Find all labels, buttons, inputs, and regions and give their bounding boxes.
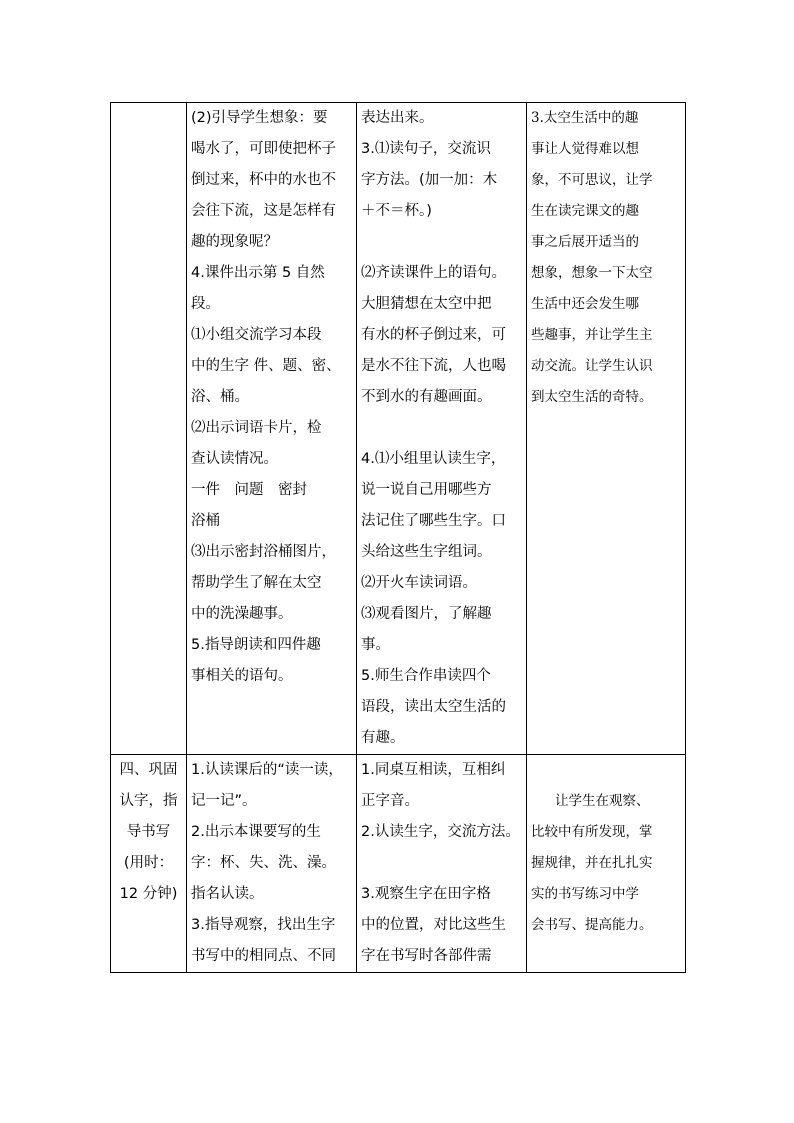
cell-text-line: 会书写、提高能力。 (531, 917, 653, 933)
cell-text-line: 事让人觉得难以想 (531, 141, 639, 157)
stage-cell (111, 103, 187, 755)
cell-text-line: 象，不可思议，让学 (531, 172, 653, 188)
cell-text-line: ⑵齐读课件上的语句。 (361, 265, 506, 281)
cell-text-line: 查认读情况。 (191, 451, 278, 467)
cell-text-line: 正字音。 (361, 793, 419, 809)
cell-text-line: ⑴小组交流学习本段 (191, 327, 322, 343)
cell-text-line: ⑵开火车读词语。 (361, 575, 477, 591)
cell-text-line: 1.认读课后的“读一读， (191, 762, 343, 778)
cell-text-line: 些趣事，并让学生主 (531, 327, 653, 343)
cell-text-line: 4.课件出示第 5 自然 (191, 265, 325, 281)
design-intent-cell (527, 755, 686, 973)
cell-text-line: 事。 (361, 637, 390, 653)
table-row (111, 103, 686, 755)
cell-text-line: ⑵出示词语卡片，检 (191, 420, 322, 436)
cell-text-line: 一件 问题 密封 (191, 482, 307, 498)
cell-text-line: 4.⑴小组里认读生字， (361, 451, 506, 467)
cell-text-line: 12 分钟) (119, 886, 178, 902)
cell-text-line: 3.⑴读句子，交流识 (361, 141, 491, 157)
cell-text-line: 四、巩固 (119, 762, 178, 778)
cell-text-line: 3.指导观察，找出生字 (191, 917, 336, 933)
cell-text-line: 想象，想象一下太空 (531, 265, 653, 281)
cell-text-line: 趣的现象呢？ (191, 234, 278, 250)
cell-text-line: 中的洗澡趣事。 (191, 606, 293, 622)
cell-text-line: (2)引导学生想象：要 (191, 110, 328, 126)
cell-text-line: 字方法。(加一加：木 (361, 172, 498, 188)
stage-cell (111, 755, 187, 973)
cell-text-line: 有水的杯子倒过来，可 (361, 327, 506, 343)
cell-text-line: ⑶观看图片，了解趣 (361, 606, 492, 622)
teacher-activity-cell (187, 755, 357, 973)
cell-text-line: 不到水的有趣画面。 (361, 389, 492, 405)
cell-text-line: 语段，读出太空生活的 (361, 699, 506, 715)
cell-text-line: 到太空生活的奇特。 (531, 389, 653, 405)
blank-line (361, 227, 522, 258)
cell-text-line: 让学生在观察、 (555, 793, 650, 809)
cell-text-line: 是水不往下流，人也喝 (361, 358, 506, 374)
cell-text-line: 比较中有所发现，掌 (531, 824, 653, 840)
lesson-plan-table (110, 102, 686, 973)
cell-text-line: 中的生字 件、题、密、 (191, 358, 341, 374)
cell-text-line: 2.认读生字，交流方法。 (361, 824, 520, 840)
cell-text-line: 说一说自己用哪些方 (361, 482, 492, 498)
cell-text-line: 3.太空生活中的趣 (531, 110, 639, 126)
cell-text-line: ＋不＝杯。) (361, 203, 432, 219)
cell-text-line: 会往下流，这是怎样有 (191, 203, 336, 219)
cell-text-line: 3.观察生字在田字格 (361, 886, 491, 902)
cell-text-line: 帮助学生了解在太空 (191, 575, 322, 591)
teacher-activity-cell (187, 103, 357, 755)
cell-text-line: 有趣。 (361, 730, 405, 746)
cell-text-line: 2.出示本课要写的生 (191, 824, 321, 840)
cell-text-line: 表达出来。 (361, 110, 434, 126)
cell-text-line: 浴桶 (191, 513, 220, 529)
cell-text-line: ⑶出示密封浴桶图片， (191, 544, 336, 560)
cell-text-line: 握规律，并在扎扎实 (531, 855, 653, 871)
cell-text-line: 字：杯、失、洗、澡。 (191, 855, 336, 871)
cell-text-line: 指名认读。 (191, 886, 264, 902)
cell-text-line: (用时： (123, 855, 174, 871)
cell-text-line: 法记住了哪些生字。口 (361, 513, 506, 529)
blank-line (361, 413, 522, 444)
cell-text-line: 5.师生合作串读四个 (361, 668, 491, 684)
cell-text-line: 中的位置，对比这些生 (361, 917, 506, 933)
cell-text-line: 字在书写时各部件需 (361, 948, 492, 964)
design-intent-cell (527, 103, 686, 755)
cell-text-line: 记一记”。 (191, 793, 257, 809)
cell-text-line: 书写中的相同点、不同 (191, 948, 336, 964)
cell-text-line: 认字，指 (119, 793, 178, 809)
cell-text-line: 导书写 (126, 824, 171, 840)
cell-text-line: 浴、桶。 (191, 389, 249, 405)
cell-text-line: 大胆猜想在太空中把 (361, 296, 492, 312)
table-row (111, 755, 686, 973)
cell-text-line: 段。 (191, 296, 220, 312)
cell-text-line: 喝水了，可即使把杯子 (191, 141, 336, 157)
cell-text-line: 事相关的语句。 (191, 668, 293, 684)
student-activity-cell (357, 755, 527, 973)
blank-line (361, 848, 522, 879)
cell-text-line: 生活中还会发生哪 (531, 296, 639, 312)
cell-text-line: 生在读完课文的趣 (531, 203, 639, 219)
student-activity-cell (357, 103, 527, 755)
cell-text-line: 实的书写练习中学 (531, 886, 639, 902)
cell-text-line: 1.同桌互相读，互相纠 (361, 762, 506, 778)
cell-text-line: 倒过来，杯中的水也不 (191, 172, 336, 188)
cell-text-line: 事之后展开适当的 (531, 234, 639, 250)
blank-line (531, 755, 681, 786)
cell-text-line: 动交流。让学生认识 (531, 358, 653, 374)
cell-text-line: 头给这些生字组词。 (361, 544, 492, 560)
cell-text-line: 5.指导朗读和四件趣 (191, 637, 321, 653)
